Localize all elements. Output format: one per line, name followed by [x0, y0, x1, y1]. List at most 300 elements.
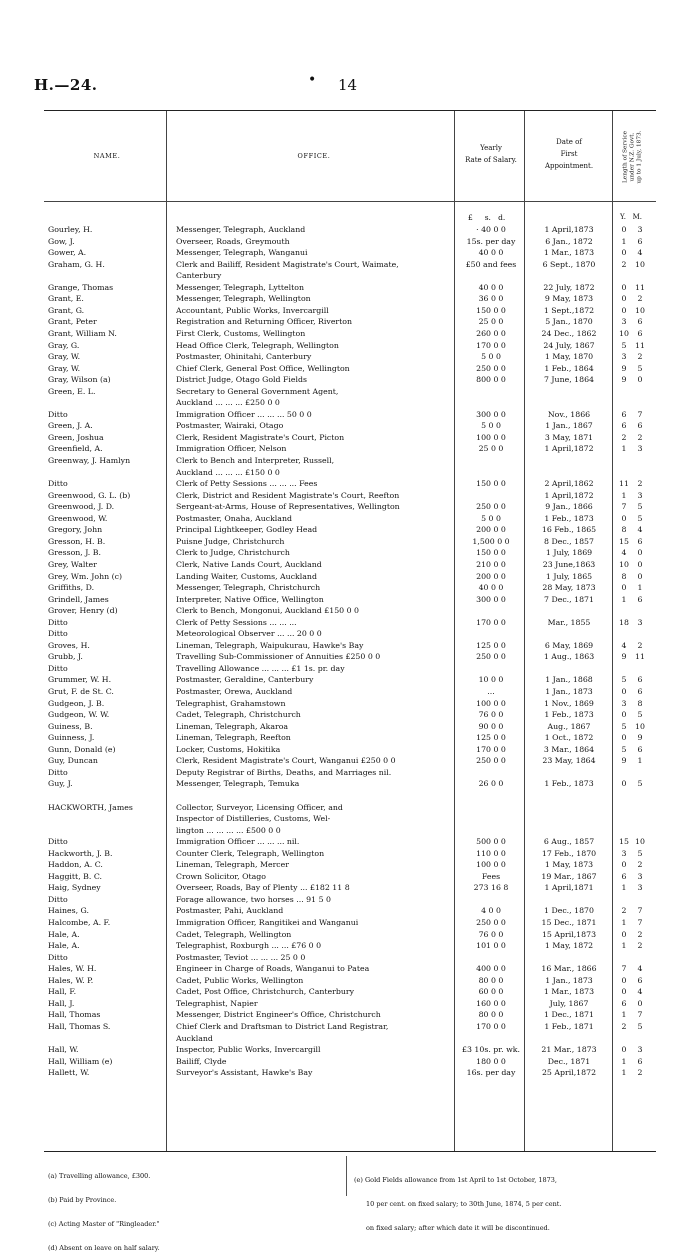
row-salary	[458, 397, 524, 409]
row-years: 8	[621, 571, 627, 581]
row-date: 9 May, 1873	[544, 294, 594, 304]
row-salary: 110 0 0	[476, 848, 506, 858]
row-date: 24 July, 1867	[543, 340, 595, 350]
row-office: Clerk, Native Lands Court, Auckland	[176, 559, 322, 569]
row-months: 10	[635, 259, 645, 269]
row-office: Collector, Surveyor, Licensing Officer, and	[176, 802, 343, 812]
row-years	[618, 767, 630, 779]
row-months: 4	[637, 987, 643, 997]
row-years: 9	[621, 652, 627, 662]
row-office: Lineman, Telegraph, Mercer	[176, 860, 290, 870]
row-months: 4	[637, 248, 643, 258]
row-months	[632, 605, 648, 617]
row-salary: 180 0 0	[476, 1056, 506, 1066]
row-date: 15 April,1873	[541, 929, 597, 939]
row-date	[528, 397, 610, 409]
row-years: 7	[621, 964, 627, 974]
row-salary: 150 0 0	[476, 479, 506, 489]
row-years: 0	[621, 733, 627, 743]
row-office: Landing Waiter, Customs, Auckland	[176, 571, 317, 581]
row-name	[48, 790, 166, 802]
row-salary: 5 0 0	[481, 352, 501, 362]
row-years	[618, 605, 630, 617]
row-years: 6	[621, 421, 627, 431]
row-years	[618, 663, 630, 675]
row-months: 3	[637, 490, 643, 500]
row-months: 2	[637, 479, 643, 489]
row-office: Clerk and Bailiff, Resident Magistrate's Court, Waimate,	[176, 259, 399, 269]
row-name: Grindell, James	[48, 594, 109, 604]
service-header-line3: up to 1 July, 1873.	[636, 130, 643, 184]
row-years: 1	[621, 490, 627, 500]
row-office: Engineer in Charge of Roads, Wanganui to Patea	[176, 964, 370, 974]
row-years	[618, 628, 630, 640]
row-office: Clerk to Bench, Mongonui, Auckland £150 0 0	[176, 606, 359, 616]
row-months: 3	[637, 883, 643, 893]
column-header-office: OFFICE.	[297, 152, 331, 160]
row-name	[48, 467, 166, 479]
row-name: Greenwood, W.	[48, 513, 108, 523]
row-name: HACKWORTH, James	[48, 802, 133, 812]
service-units	[620, 212, 650, 224]
row-salary	[458, 455, 524, 467]
row-years	[618, 455, 630, 467]
row-years: 6	[621, 409, 627, 419]
row-name: Haggitt, B. C.	[48, 871, 102, 881]
row-salary: 100 0 0	[476, 698, 506, 708]
row-years	[618, 467, 630, 479]
row-date: 1 July, 1869	[545, 548, 593, 558]
row-office: Travelling Allowance ... ... ... £1 1s. pr. day	[176, 663, 345, 673]
row-name: Grummer, W. H.	[48, 675, 112, 685]
row-office: Clerk, District and Resident Magistrate's Court, Reefton	[176, 490, 400, 500]
row-salary: 90 0 0	[478, 721, 504, 731]
row-months: 6	[637, 975, 643, 985]
row-name: Hall, F.	[48, 987, 77, 997]
row-date: 23 May, 1864	[542, 756, 596, 766]
row-salary: 250 0 0	[476, 363, 506, 373]
row-years	[618, 802, 630, 814]
row-date: Dec., 1871	[547, 1056, 591, 1066]
row-salary: 210 0 0	[476, 559, 506, 569]
row-office: Telegraphist, Grahamstown	[176, 698, 286, 708]
row-salary: 100 0 0	[476, 432, 506, 442]
row-date: 1 April,1873	[544, 225, 594, 234]
row-years: 0	[621, 687, 627, 696]
row-months: 11	[635, 652, 645, 662]
row-years: 9	[621, 363, 627, 373]
row-date: Mar., 1855	[547, 617, 591, 627]
date-header-line3: Appointment.	[544, 162, 594, 170]
row-office: Interpreter, Native Office, Wellington	[176, 594, 324, 604]
row-salary	[458, 663, 524, 675]
row-months: 5	[637, 363, 643, 373]
row-name: Gregory, John	[48, 525, 103, 535]
row-years: 15	[619, 536, 629, 546]
row-months: 6	[637, 675, 643, 685]
row-date: Aug., 1867	[547, 721, 591, 731]
row-name: Gresson, H. B.	[48, 536, 106, 546]
row-office: Lineman, Telegraph, Waipukurau, Hawke's Bay	[176, 640, 364, 650]
row-office: Postmaster, Pahi, Auckland	[176, 906, 284, 916]
row-name: Ditto	[48, 767, 68, 777]
row-months: 7	[637, 906, 643, 916]
row-name: Gourley, H.	[48, 225, 93, 234]
row-date: 16 Mar., 1866	[541, 964, 597, 974]
row-salary: 40 0 0	[478, 248, 504, 258]
row-months: 2	[637, 860, 643, 870]
row-name: Haddon, A. C.	[48, 860, 103, 870]
row-years: 1	[621, 594, 627, 604]
column-header-name: NAME.	[93, 152, 121, 160]
row-office: Clerk to Bench and Interpreter, Russell,	[176, 456, 335, 465]
row-months: 6	[637, 421, 643, 431]
row-date: 15 Dec., 1871	[541, 918, 597, 927]
row-office: Messenger, Telegraph, Lyttelton	[176, 282, 304, 292]
row-years: 5	[621, 675, 627, 685]
row-months: 3	[637, 225, 643, 234]
row-years: 4	[621, 548, 627, 558]
row-date: 1 May, 1873	[544, 860, 594, 870]
row-salary: 36 0 0	[478, 294, 504, 304]
row-salary: 10 0 0	[478, 675, 504, 685]
row-date: 1 April,1872	[544, 444, 594, 454]
row-salary	[458, 270, 524, 282]
row-years	[618, 825, 630, 837]
row-salary: 40 0 0	[478, 282, 504, 292]
row-name: Ditto	[48, 952, 68, 962]
row-name: Hales, W. P.	[48, 975, 94, 985]
row-years: 9	[621, 375, 627, 385]
row-years	[618, 894, 630, 906]
row-months: 0	[637, 548, 643, 558]
row-months	[632, 790, 648, 802]
unit-month: M.	[632, 213, 643, 221]
row-date: 7 June, 1864	[543, 375, 595, 385]
row-salary: 16s. per day	[466, 1068, 516, 1078]
row-salary: · 40 0 0	[476, 225, 506, 234]
row-name: Grant, Peter	[48, 317, 97, 327]
row-months: 6	[637, 687, 643, 696]
row-office: Lineman, Telegraph, Akaroa	[176, 721, 289, 731]
row-name: Guy, J.	[48, 779, 73, 789]
row-salary: 150 0 0	[476, 548, 506, 558]
row-salary	[458, 490, 524, 502]
row-months: 6	[637, 1056, 643, 1066]
row-name	[48, 813, 166, 825]
row-months: 0	[637, 559, 643, 569]
row-salary: 160 0 0	[476, 998, 506, 1008]
row-years: 3	[621, 698, 627, 708]
row-office: Postmaster, Wairaki, Otago	[176, 421, 284, 431]
row-months: 5	[637, 513, 643, 523]
row-salary	[458, 605, 524, 617]
row-name: Greenway, J. Hamlyn	[48, 456, 131, 465]
footnote-divider	[346, 1156, 347, 1196]
row-name: Ditto	[48, 837, 68, 847]
row-office: Messenger, Telegraph, Temuka	[176, 779, 300, 789]
row-months: 2	[637, 432, 643, 442]
row-date	[528, 790, 610, 802]
column-divider	[454, 111, 455, 1151]
row-years: 0	[621, 305, 627, 315]
service-header-line2: under N.Z. Govt.	[629, 132, 636, 182]
row-months	[632, 270, 648, 282]
row-date: 1 Mar., 1873	[543, 248, 595, 258]
row-years: 3	[621, 848, 627, 858]
row-months: 2	[637, 352, 643, 362]
row-years: 1	[621, 883, 627, 893]
row-years: 11	[619, 479, 629, 489]
row-months: 6	[637, 536, 643, 546]
row-date: 6 Jan., 1872	[545, 236, 593, 246]
row-office: Postmaster, Onaha, Auckland	[176, 513, 292, 523]
footnotes-left	[48, 1156, 160, 1260]
row-date	[528, 894, 610, 906]
row-name: Ditto	[48, 663, 68, 673]
row-name: Greenwood, G. L. (b)	[48, 490, 131, 500]
row-office: Principal Lightkeeper, Godley Head	[176, 525, 318, 535]
row-salary: ...	[487, 687, 495, 696]
row-salary: 500 0 0	[476, 837, 506, 847]
row-name: Hackworth, J. B.	[48, 848, 113, 858]
row-date: 24 Dec., 1862	[541, 328, 597, 338]
row-date: 16 Feb., 1865	[541, 525, 597, 535]
row-years: 2	[621, 906, 627, 916]
row-months	[632, 397, 648, 409]
row-name: Graham, G. H.	[48, 259, 105, 269]
row-years: 3	[621, 317, 627, 327]
row-months: 5	[637, 502, 643, 512]
row-months: 2	[637, 929, 643, 939]
row-years: 0	[621, 282, 627, 292]
row-salary	[458, 767, 524, 779]
row-office	[176, 790, 452, 802]
row-salary: 150 0 0	[476, 305, 506, 315]
column-header-date	[528, 136, 610, 172]
row-office: First Clerk, Customs, Wellington	[176, 328, 306, 338]
row-date: 1 Feb., 1864	[544, 363, 594, 373]
footnote: (b) Paid by Province.	[48, 1196, 117, 1204]
row-date: 1 Aug., 1863	[543, 652, 595, 662]
header-dot: •	[308, 72, 317, 88]
unit-pence: d.	[498, 213, 506, 222]
row-office: Overseer, Roads, Greymouth	[176, 236, 290, 246]
row-office: Cadet, Post Office, Christchurch, Canterbury	[176, 987, 354, 997]
row-name: Grover, Henry (d)	[48, 606, 118, 616]
row-salary: 15s. per day	[466, 236, 516, 246]
column-divider	[166, 111, 167, 1151]
column-header-service	[618, 116, 648, 198]
row-date: 1 May, 1870	[544, 352, 594, 362]
row-date: 1 Jan., 1867	[545, 421, 593, 431]
row-years: 10	[619, 328, 629, 338]
row-months: 0	[637, 998, 643, 1008]
row-office: Secretary to General Government Agent,	[176, 386, 339, 396]
row-salary: 170 0 0	[476, 617, 506, 627]
row-name: Hales, W. H.	[48, 964, 97, 974]
row-years: 0	[621, 929, 627, 939]
row-years: 15	[619, 837, 629, 847]
unit-shilling: s.	[484, 213, 491, 222]
row-date: 1 Jan., 1873	[545, 975, 593, 985]
row-name: Gunn, Donald (e)	[48, 744, 116, 754]
row-months	[632, 894, 648, 906]
row-office: Chief Clerk and Draftsman to District Land Registrar,	[176, 1021, 389, 1031]
row-salary: 60 0 0	[478, 987, 504, 997]
row-date: 1 May, 1872	[544, 941, 594, 951]
row-years: 0	[621, 987, 627, 997]
row-date	[528, 467, 610, 479]
row-months: 8	[637, 698, 643, 708]
row-years	[618, 1033, 630, 1045]
row-office: District Judge, Otago Gold Fields	[176, 375, 308, 385]
salary-header-line2: Rate of Salary.	[465, 156, 517, 164]
row-months: 7	[637, 1010, 643, 1020]
row-date: 22 July, 1872	[543, 282, 595, 292]
row-name: Ditto	[48, 894, 68, 904]
row-name: Haig, Sydney	[48, 883, 101, 893]
row-date: 1 Sept.,1872	[543, 305, 595, 315]
row-office: Telegraphist, Roxburgh ... ... £76 0 0	[176, 941, 322, 951]
row-months: 6	[637, 594, 643, 604]
row-date	[528, 628, 610, 640]
row-salary: 273 16 8	[473, 883, 509, 893]
row-name: Guinness, J.	[48, 733, 95, 743]
row-salary: 40 0 0	[478, 583, 504, 593]
row-months: 10	[635, 837, 645, 847]
row-salary: 260 0 0	[476, 328, 506, 338]
row-salary: 25 0 0	[478, 317, 504, 327]
row-office: Inspector, Public Works, Invercargill	[176, 1045, 321, 1055]
row-months: 1	[637, 583, 643, 593]
row-office: Messenger, Telegraph, Wellington	[176, 294, 311, 304]
row-name: Hall, Thomas S.	[48, 1021, 111, 1031]
row-years: 5	[621, 340, 627, 350]
row-years: 6	[621, 871, 627, 881]
row-salary: 76 0 0	[478, 710, 504, 720]
footnote: on fixed salary; after which date it will be discontinued.	[366, 1224, 550, 1232]
row-years: 5	[621, 744, 627, 754]
row-months	[632, 952, 648, 964]
row-date: Nov., 1866	[547, 409, 591, 419]
unit-pound: £	[468, 213, 473, 222]
row-months	[632, 813, 648, 825]
row-salary: 5 0 0	[481, 513, 501, 523]
row-salary: 101 0 0	[476, 941, 506, 951]
header-divider	[44, 201, 656, 202]
column-header-salary	[458, 142, 524, 166]
row-salary	[458, 790, 524, 802]
row-name: Ditto	[48, 409, 68, 419]
row-name: Hall, W.	[48, 1045, 79, 1055]
row-months: 11	[635, 340, 645, 350]
row-salary	[458, 1033, 524, 1045]
row-years: 0	[621, 513, 627, 523]
row-date: 1 Dec., 1871	[544, 1010, 594, 1020]
row-months: 2	[637, 941, 643, 951]
row-years: 0	[621, 1045, 627, 1055]
row-salary: 26 0 0	[478, 779, 504, 789]
row-date: July, 1867	[549, 998, 589, 1008]
row-date: 6 Aug., 1857	[543, 837, 595, 847]
row-salary	[458, 894, 524, 906]
row-salary: 25 0 0	[478, 444, 504, 454]
footnotes-right	[354, 1160, 561, 1240]
row-date	[528, 663, 610, 675]
row-date: 1 Dec., 1870	[544, 906, 594, 916]
row-name: Grant, William N.	[48, 328, 117, 338]
row-months: 4	[637, 964, 643, 974]
row-months: 7	[637, 409, 643, 419]
row-date: 17 Feb., 1870	[541, 848, 597, 858]
row-date: 28 May, 1873	[542, 583, 596, 593]
row-salary: 170 0 0	[476, 340, 506, 350]
row-years	[618, 790, 630, 802]
row-years: 0	[621, 248, 627, 258]
row-office: lington ... ... ... ... £500 0 0	[176, 825, 281, 835]
row-years	[618, 270, 630, 282]
row-salary: 170 0 0	[476, 744, 506, 754]
row-date: 8 Dec., 1857	[544, 536, 594, 546]
row-months: 6	[637, 236, 643, 246]
row-name: Hall, J.	[48, 998, 75, 1008]
salary-units	[468, 212, 528, 224]
row-office: Messenger, Telegraph, Auckland	[176, 225, 306, 234]
row-name: Grange, Thomas	[48, 282, 114, 292]
row-salary: 80 0 0	[478, 1010, 504, 1020]
row-years: 4	[621, 640, 627, 650]
row-months: 5	[637, 1021, 643, 1031]
row-name: Hale, A.	[48, 929, 80, 939]
row-office: Cadet, Telegraph, Wellington	[176, 929, 292, 939]
row-office: Immigration Officer ... ... ... 50 0 0	[176, 409, 312, 419]
row-name: Gresson, J. B.	[48, 548, 101, 558]
row-date	[528, 605, 610, 617]
row-office: Travelling Sub-Commissioner of Annuities £250 0 0	[176, 652, 381, 662]
row-date: 1 April,1871	[544, 883, 594, 893]
row-office: Puisne Judge, Christchurch	[176, 536, 285, 546]
row-salary: 250 0 0	[476, 756, 506, 766]
row-office: Auckland ... ... ... £250 0 0	[176, 398, 280, 408]
row-office: Bailiff, Clyde	[176, 1056, 227, 1066]
row-office: Cadet, Telegraph, Christchurch	[176, 710, 301, 720]
row-months: 7	[637, 918, 643, 927]
row-office: Clerk of Petty Sessions ... ... ...	[176, 617, 297, 627]
footnote: (c) Acting Master of "Ringleader."	[48, 1220, 160, 1228]
row-years	[618, 952, 630, 964]
row-office: Forage allowance, two horses ... 91 5 0	[176, 894, 331, 904]
row-years: 0	[621, 225, 627, 234]
row-name: Green, J. A.	[48, 421, 93, 431]
row-years: 7	[621, 502, 627, 512]
row-salary	[458, 952, 524, 964]
row-date	[528, 386, 610, 398]
row-name: Gudgeon, W. W.	[48, 710, 110, 720]
row-salary	[458, 825, 524, 837]
row-office: Surveyor's Assistant, Hawke's Bay	[176, 1068, 313, 1078]
row-office: Overseer, Roads, Bay of Plenty ... £182 11 8	[176, 883, 350, 893]
row-years: 1	[621, 444, 627, 454]
row-years: 1	[621, 941, 627, 951]
footnote: (d) Absent on leave on half salary.	[48, 1244, 160, 1252]
row-months	[632, 663, 648, 675]
row-office: Postmaster, Orewa, Auckland	[176, 687, 293, 696]
row-months: 5	[637, 779, 643, 789]
column-divider	[524, 111, 525, 1151]
row-date: 6 Sept., 1870	[542, 259, 596, 269]
row-months: 6	[637, 328, 643, 338]
